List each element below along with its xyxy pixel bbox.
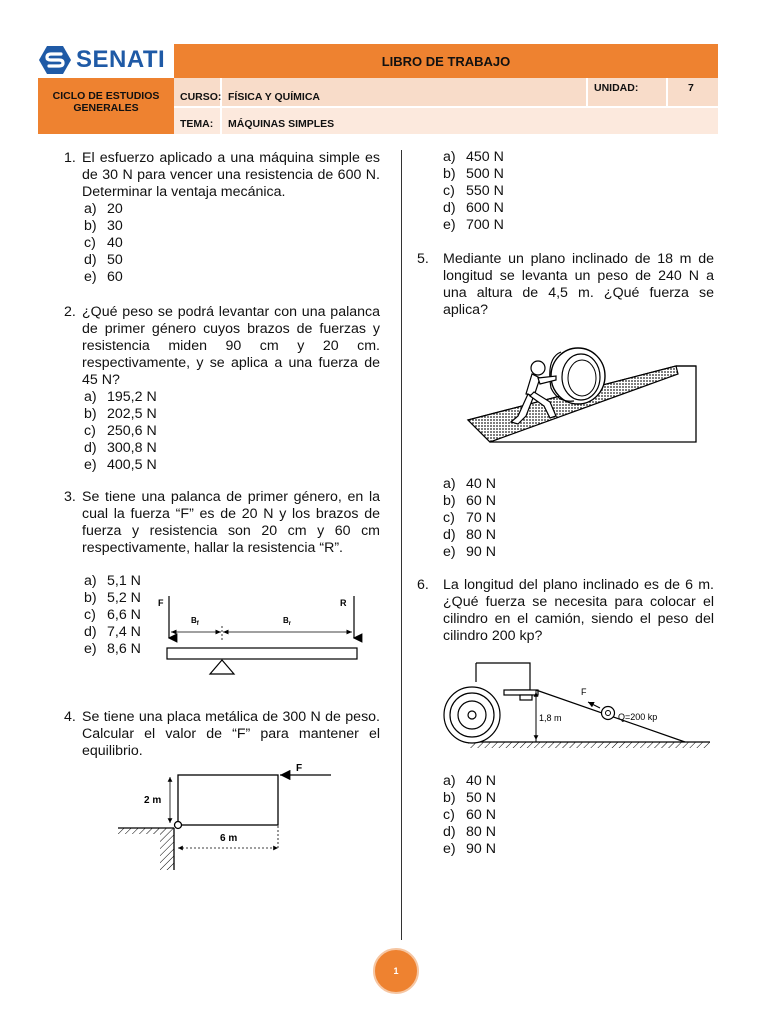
tema-value: MÁQUINAS SIMPLES — [228, 118, 335, 130]
option: d) 80 N — [443, 527, 496, 543]
options-q2 — [84, 389, 157, 474]
option: e) 60 — [84, 269, 123, 285]
option: e) 700 N — [443, 217, 504, 233]
barrel — [550, 348, 605, 404]
option: a) 450 N — [443, 149, 504, 165]
header-divider — [586, 78, 588, 106]
option: a) 40 N — [443, 773, 496, 789]
question-number: 1. — [64, 150, 76, 166]
option: b) 5,2 N — [84, 590, 141, 606]
question-3 — [64, 489, 380, 557]
logo-text: SENATI — [76, 46, 166, 73]
lever-bar — [167, 648, 357, 659]
header-divider — [220, 78, 222, 134]
option: e) 400,5 N — [84, 457, 157, 473]
force-label: F — [581, 687, 587, 697]
question-number: 2. — [64, 304, 76, 320]
options-q5 — [443, 476, 496, 561]
unidad-value: 7 — [688, 82, 694, 94]
senati-logo-icon — [38, 45, 72, 75]
curso-label: CURSO: — [180, 91, 222, 103]
option: c) 6,6 N — [84, 607, 141, 623]
option: c) 250,6 N — [84, 423, 157, 439]
plate-diagram — [116, 758, 346, 872]
option: b) 202,5 N — [84, 406, 157, 422]
question-6 — [417, 577, 714, 645]
option: d) 300,8 N — [84, 440, 157, 456]
question-text: El esfuerzo aplicado a una máquina simple es de 30 N para vencer una resistencia de 600 N. Determinar la ventaja mecánica. — [82, 150, 380, 200]
force-arrow — [588, 702, 600, 708]
arm-r-label: $B_r$ — [283, 616, 292, 627]
question-text: Se tiene una palanca de primer género, en la cual la fuerza “F” es de 20 N y los brazos de fuerza y resistencia son 20 cm y 60 cm respectivamente, hallar la resistencia “R”. — [82, 489, 380, 556]
width-label: 6 m — [220, 833, 238, 844]
question-4 — [64, 709, 380, 760]
tema-label: TEMA: — [180, 118, 214, 130]
question-number: 5. — [417, 251, 429, 267]
cycle-label: CICLO DE ESTUDIOS GENERALES — [38, 78, 174, 134]
curso-value: FÍSICA Y QUÍMICA — [228, 91, 320, 103]
option: e) 8,6 N — [84, 641, 141, 657]
option: b) 50 N — [443, 790, 496, 806]
options-q6 — [443, 773, 496, 858]
unidad-label: UNIDAD: — [594, 82, 639, 94]
question-text: Se tiene una placa metálica de 300 N de peso. Calcular el valor de “F” para mantener el equilibrio. — [82, 709, 380, 759]
pivot — [175, 822, 182, 829]
ramp-person-illustration — [466, 338, 698, 448]
question-1 — [64, 150, 380, 201]
option: a) 5,1 N — [84, 573, 141, 589]
document-title: LIBRO DE TRABAJO — [174, 44, 718, 78]
option: d) 600 N — [443, 200, 504, 216]
option: b) 30 — [84, 218, 123, 234]
fulcrum — [210, 660, 234, 674]
question-number: 4. — [64, 709, 76, 725]
column-divider — [401, 150, 402, 940]
options-q3 — [84, 573, 141, 658]
page-number: 1 — [373, 948, 419, 994]
options-q1 — [84, 201, 123, 286]
option: a) 40 N — [443, 476, 496, 492]
arm-f-label: $B_f$ — [191, 616, 199, 627]
options-q4 — [443, 149, 504, 234]
truck-ramp-diagram — [440, 658, 716, 754]
question-number: 6. — [417, 577, 429, 593]
option: d) 50 — [84, 252, 123, 268]
option: b) 60 N — [443, 493, 496, 509]
header-divider — [174, 106, 718, 108]
option: a) 20 — [84, 201, 123, 217]
question-number: 3. — [64, 489, 76, 505]
force-label: F — [158, 598, 164, 608]
option: b) 500 N — [443, 166, 504, 182]
question-2 — [64, 304, 380, 389]
metal-plate — [178, 775, 278, 825]
option: d) 7,4 N — [84, 624, 141, 640]
header-divider — [666, 78, 668, 106]
option: c) 70 N — [443, 510, 496, 526]
question-5 — [417, 251, 714, 319]
truck — [444, 663, 538, 743]
question-text: ¿Qué peso se podrá levantar con una palanca de primer género cuyos brazos de fuerzas y resistencia miden 90 cm y 20 cm. respectivamente, y se aplica a una fuerza de 45 N? — [82, 304, 380, 388]
question-text: Mediante un plano inclinado de 18 m de longitud se levanta un peso de 240 N a una altura de 4,5 m. ¿Qué fuerza se aplica? — [443, 251, 714, 318]
senati-logo — [38, 44, 172, 76]
height-label: 2 m — [144, 795, 162, 806]
option: c) 550 N — [443, 183, 504, 199]
resistance-label: R — [340, 598, 347, 608]
height-label: 1,8 m — [539, 713, 562, 723]
option: e) 90 N — [443, 544, 496, 560]
question-text: La longitud del plano inclinado es de 6 m. ¿Qué fuerza se necesita para colocar el cilindro en el camión, siendo el peso del cilindro 200 kp? — [443, 577, 714, 644]
option: e) 90 N — [443, 841, 496, 857]
lever-diagram — [155, 590, 370, 678]
option: c) 60 N — [443, 807, 496, 823]
force-label: F — [296, 763, 303, 774]
option: a) 195,2 N — [84, 389, 157, 405]
option: d) 80 N — [443, 824, 496, 840]
weight-label: Q=200 kp — [618, 712, 658, 722]
option: c) 40 — [84, 235, 123, 251]
